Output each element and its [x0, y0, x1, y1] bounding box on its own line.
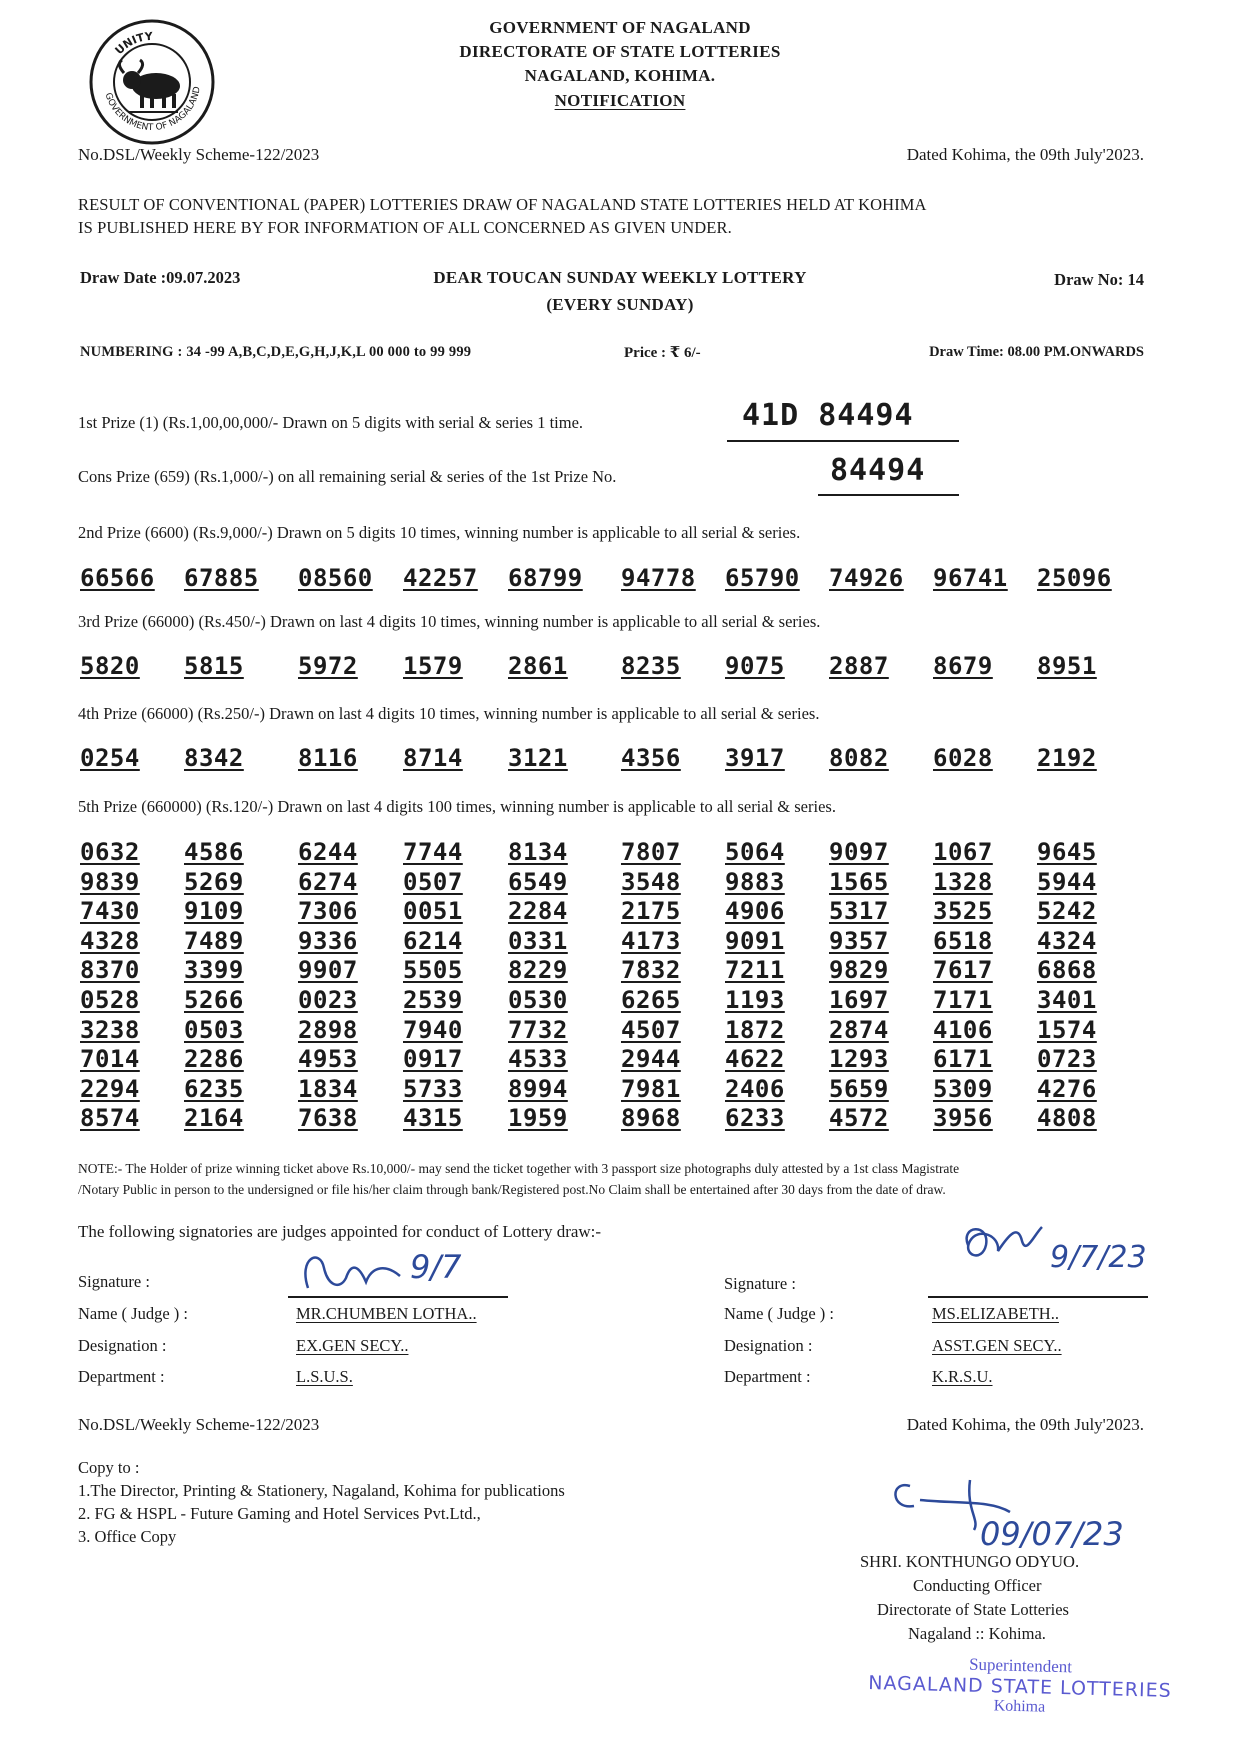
stamp-line-1: Superintendent: [968, 1654, 1073, 1677]
fifth-prize-number: 4324: [1037, 926, 1097, 955]
fifth-prize-number: 4906: [725, 897, 785, 926]
fourth-prize-number: 6028: [933, 744, 993, 772]
fifth-prize-number: 2898: [298, 1015, 358, 1044]
footer-reference-number: No.DSL/Weekly Scheme-122/2023: [78, 1415, 320, 1434]
judge1-department: L.S.U.S.: [296, 1367, 353, 1386]
cons-prize-text: Cons Prize (659) (Rs.1,000/-) on all remaining serial & series of the 1st Prize No.: [78, 467, 617, 486]
fifth-prize-number: 6233: [725, 1104, 785, 1133]
fifth-prize-number: 4953: [298, 1045, 358, 1074]
numbering: NUMBERING : 34 -99 A,B,C,D,E,G,H,J,K,L 00 000 to 99 999: [80, 344, 472, 360]
fifth-prize-number: 3238: [80, 1015, 140, 1044]
fifth-prize-number: 6265: [621, 986, 681, 1014]
first-prize-number: 41D 84494: [742, 398, 914, 433]
fifth-prize-number: 7617: [933, 956, 993, 985]
fifth-prize-number: 9907: [298, 956, 358, 985]
second-prize-number: 08560: [298, 564, 373, 592]
judge1-name-label: Name ( Judge ) :: [78, 1304, 188, 1323]
cons-prize-rule: [818, 494, 959, 496]
fifth-prize-number: 7171: [933, 986, 993, 1014]
judge1-designation: EX.GEN SECY..: [296, 1336, 409, 1355]
judge2-signature-line: [928, 1296, 1148, 1298]
fifth-prize-number: 1959: [508, 1104, 568, 1133]
fifth-prize-number: 4328: [80, 926, 140, 955]
officer-place: Nagaland :: Kohima.: [908, 1624, 1046, 1643]
third-prize-number: 5972: [298, 652, 358, 680]
judge1-signature-label: Signature :: [78, 1272, 150, 1291]
fifth-prize-number: 7981: [621, 1074, 681, 1103]
fifth-prize-number: 5505: [403, 956, 463, 985]
fifth-prize-number: 3548: [621, 867, 681, 896]
fifth-prize-number: 0051: [403, 897, 463, 926]
fifth-prize-number: 2175: [621, 897, 681, 926]
fifth-prize-number: 3956: [933, 1104, 993, 1133]
fifth-prize-number: 7306: [298, 897, 358, 926]
fifth-prize-number: 5269: [184, 867, 244, 896]
cons-prize-number: 84494: [830, 453, 926, 488]
fifth-prize-number: 4622: [725, 1045, 785, 1074]
fifth-prize-number: 6171: [933, 1045, 993, 1074]
fourth-prize-number: 8116: [298, 744, 358, 772]
fifth-prize-number: 4276: [1037, 1074, 1097, 1103]
fifth-prize-number: 0331: [508, 926, 568, 955]
fifth-prize-number: 7807: [621, 838, 681, 866]
fifth-prize-number: 9839: [80, 867, 140, 896]
fourth-prize-number: 4356: [621, 744, 681, 772]
stamp-line-3: Kohima: [993, 1697, 1046, 1716]
fifth-prize-number: 9883: [725, 867, 785, 896]
second-prize-text: 2nd Prize (6600) (Rs.9,000/-) Drawn on 5 digits 10 times, winning number is applicable to all serial & series.: [78, 523, 801, 542]
fourth-prize-number: 2192: [1037, 744, 1097, 772]
footer-dated-text: Dated Kohima, the 09th July'2023.: [906, 1415, 1144, 1434]
lottery-frequency: (EVERY SUNDAY): [546, 295, 694, 314]
fifth-prize-number: 0723: [1037, 1045, 1097, 1074]
third-prize-number: 9075: [725, 652, 785, 680]
second-prize-number: 42257: [403, 564, 478, 592]
third-prize-number: 2861: [508, 652, 568, 680]
seal-bottom-text: GOVERNMENT OF NAGALAND: [102, 85, 203, 134]
fourth-prize-text: 4th Prize (66000) (Rs.250/-) Drawn on last 4 digits 10 times, winning number is applicable to all serial & series.: [78, 704, 820, 723]
fifth-prize-number: 2539: [403, 986, 463, 1014]
copy-to-title: Copy to :: [78, 1458, 140, 1477]
fifth-prize-number: 6549: [508, 867, 568, 896]
fifth-prize-number: 7638: [298, 1104, 358, 1133]
officer-signature-date: 09/07/23: [980, 1515, 1124, 1553]
officer-department: Directorate of State Lotteries: [877, 1600, 1069, 1619]
fifth-prize-number: 1834: [298, 1074, 358, 1103]
second-prize-number: 74926: [829, 564, 904, 592]
fifth-prize-number: 2294: [80, 1074, 140, 1103]
fifth-prize-number: 3525: [933, 897, 993, 926]
third-prize-text: 3rd Prize (66000) (Rs.450/-) Drawn on last 4 digits 10 times, winning number is applicable to all serial & series.: [78, 612, 821, 631]
fifth-prize-number: 8968: [621, 1104, 681, 1133]
second-prize-number: 96741: [933, 564, 1008, 592]
judge2-signature-date: 9/7/23: [1050, 1240, 1147, 1275]
header-notification: NOTIFICATION: [554, 91, 686, 110]
ticket-price: Price : ₹ 6/-: [624, 345, 701, 361]
third-prize-number: 5820: [80, 652, 140, 680]
third-prize-number: 8679: [933, 652, 993, 680]
fifth-prize-number: 7430: [80, 897, 140, 926]
seal-top-text: UNITY: [112, 29, 154, 58]
judge1-signature-date: 9/7: [410, 1248, 462, 1286]
fourth-prize-number: 3917: [725, 744, 785, 772]
judge1-signature-line: [288, 1296, 508, 1298]
note-line-1: NOTE:- The Holder of prize winning ticket above Rs.10,000/- may send the ticket together with 3 passport size photographs duly attested by a 1st class Magistrate: [78, 1161, 960, 1176]
fifth-prize-number: 8134: [508, 838, 568, 866]
fifth-prize-number: 1328: [933, 867, 993, 896]
fifth-prize-number: 2406: [725, 1074, 785, 1103]
fifth-prize-number: 5064: [725, 838, 785, 866]
superintendent-stamp: [859, 1652, 1180, 1720]
fifth-prize-number: 6274: [298, 867, 358, 896]
judge2-department: K.R.S.U.: [932, 1367, 993, 1386]
fifth-prize-number: 7744: [403, 838, 463, 866]
third-prize-number: 8235: [621, 652, 681, 680]
judge1-designation-label: Designation :: [78, 1336, 167, 1355]
fifth-prize-number: 8370: [80, 956, 140, 985]
judges-intro: The following signatories are judges appointed for conduct of Lottery draw:-: [78, 1222, 602, 1241]
fifth-prize-number: 7211: [725, 956, 785, 985]
fifth-prize-number: 7732: [508, 1015, 568, 1044]
fifth-prize-number: 7940: [403, 1015, 463, 1044]
header-directorate: DIRECTORATE OF STATE LOTTERIES: [459, 42, 781, 61]
fourth-prize-number: 8082: [829, 744, 889, 772]
fifth-prize-number: 5266: [184, 986, 244, 1014]
fifth-prize-number: 9357: [829, 926, 889, 955]
fifth-prize-number: 0528: [80, 986, 140, 1014]
fifth-prize-number: 1574: [1037, 1015, 1097, 1044]
copy-to-item-1: 1.The Director, Printing & Stationery, Nagaland, Kohima for publications: [78, 1481, 565, 1500]
fifth-prize-number: 4106: [933, 1015, 993, 1044]
copy-to-item-3: 3. Office Copy: [78, 1527, 177, 1546]
fifth-prize-number: 2874: [829, 1015, 889, 1044]
fifth-prize-number: 1193: [725, 986, 785, 1014]
judge1-signature: [290, 1238, 530, 1298]
fifth-prize-number: 8574: [80, 1104, 140, 1133]
fourth-prize-number: 0254: [80, 744, 140, 772]
officer-name: SHRI. KONTHUNGO ODYUO.: [860, 1552, 1080, 1571]
fifth-prize-number: 9829: [829, 956, 889, 985]
fifth-prize-number: 3401: [1037, 986, 1097, 1014]
fifth-prize-number: 4533: [508, 1045, 568, 1074]
fifth-prize-number: 9336: [298, 926, 358, 955]
draw-number: Draw No: 14: [1054, 270, 1144, 289]
second-prize-number: 66566: [80, 564, 155, 592]
fifth-prize-number: 6868: [1037, 956, 1097, 985]
fifth-prize-number: 5659: [829, 1074, 889, 1103]
fifth-prize-number: 4572: [829, 1104, 889, 1133]
third-prize-number: 5815: [184, 652, 244, 680]
second-prize-number: 65790: [725, 564, 800, 592]
second-prize-number: 25096: [1037, 564, 1112, 592]
fifth-prize-number: 5733: [403, 1074, 463, 1103]
fifth-prize-number: 6244: [298, 838, 358, 866]
fifth-prize-number: 0507: [403, 867, 463, 896]
fifth-prize-number: 9645: [1037, 838, 1097, 866]
fifth-prize-number: 6214: [403, 926, 463, 955]
fifth-prize-number: 7832: [621, 956, 681, 985]
fifth-prize-number: 8994: [508, 1074, 568, 1103]
fifth-prize-number: 9109: [184, 897, 244, 926]
reference-number: No.DSL/Weekly Scheme-122/2023: [78, 145, 320, 164]
fifth-prize-number: 0917: [403, 1045, 463, 1074]
fifth-prize-number: 5944: [1037, 867, 1097, 896]
fifth-prize-number: 2284: [508, 897, 568, 926]
second-prize-number: 68799: [508, 564, 583, 592]
officer-title: Conducting Officer: [913, 1576, 1042, 1595]
fifth-prize-number: 4315: [403, 1104, 463, 1133]
judge2-designation-label: Designation :: [724, 1336, 813, 1355]
fifth-prize-number: 8229: [508, 956, 568, 985]
fifth-prize-number: 1293: [829, 1045, 889, 1074]
fourth-prize-number: 3121: [508, 744, 568, 772]
header-place: NAGALAND, KOHIMA.: [524, 66, 716, 85]
fifth-prize-number: 0632: [80, 838, 140, 866]
judge2-signature: [950, 1205, 1170, 1285]
intro-line-1: RESULT OF CONVENTIONAL (PAPER) LOTTERIES DRAW OF NAGALAND STATE LOTTERIES HELD AT KOHIMA: [78, 195, 927, 214]
fourth-prize-number: 8714: [403, 744, 463, 772]
fifth-prize-number: 5242: [1037, 897, 1097, 926]
fifth-prize-number: 0503: [184, 1015, 244, 1044]
fifth-prize-number: 9091: [725, 926, 785, 955]
judge1-name: MR.CHUMBEN LOTHA..: [296, 1304, 477, 1323]
header-government: GOVERNMENT OF NAGALAND: [489, 18, 751, 37]
fifth-prize-number: 0023: [298, 986, 358, 1014]
fifth-prize-number: 2164: [184, 1104, 244, 1133]
judge2-department-label: Department :: [724, 1367, 811, 1386]
first-prize-rule: [727, 440, 959, 442]
fifth-prize-number: 1697: [829, 986, 889, 1014]
judge2-name-label: Name ( Judge ) :: [724, 1304, 834, 1323]
fifth-prize-number: 4808: [1037, 1104, 1097, 1133]
fifth-prize-number: 5309: [933, 1074, 993, 1103]
dated-text: Dated Kohima, the 09th July'2023.: [906, 145, 1144, 164]
judge2-name: MS.ELIZABETH..: [932, 1304, 1059, 1323]
fifth-prize-number: 5317: [829, 897, 889, 926]
first-prize-text: 1st Prize (1) (Rs.1,00,00,000/- Drawn on 5 digits with serial & series 1 time.: [78, 413, 584, 432]
fifth-prize-number: 7014: [80, 1045, 140, 1074]
third-prize-number: 2887: [829, 652, 889, 680]
second-prize-number: 94778: [621, 564, 696, 592]
fifth-prize-number: 3399: [184, 956, 244, 985]
draw-time: Draw Time: 08.00 PM.ONWARDS: [929, 344, 1144, 360]
fifth-prize-number: 1565: [829, 867, 889, 896]
fifth-prize-number: 4507: [621, 1015, 681, 1044]
fifth-prize-number: 4586: [184, 838, 244, 866]
fifth-prize-number: 4173: [621, 926, 681, 955]
fifth-prize-number: 2286: [184, 1045, 244, 1074]
intro-line-2: IS PUBLISHED HERE BY FOR INFORMATION OF ALL CONCERNED AS GIVEN UNDER.: [78, 218, 732, 237]
fifth-prize-number: 1872: [725, 1015, 785, 1044]
second-prize-number: 67885: [184, 564, 259, 592]
third-prize-number: 1579: [403, 652, 463, 680]
fifth-prize-number: 2944: [621, 1045, 681, 1074]
fifth-prize-number: 1067: [933, 838, 993, 866]
fourth-prize-number: 8342: [184, 744, 244, 772]
copy-to-item-2: 2. FG & HSPL - Future Gaming and Hotel Services Pvt.Ltd.,: [78, 1504, 481, 1523]
draw-date: Draw Date :09.07.2023: [80, 268, 241, 287]
fifth-prize-number: 6235: [184, 1074, 244, 1103]
lottery-name: DEAR TOUCAN SUNDAY WEEKLY LOTTERY: [433, 268, 807, 287]
fifth-prize-number: 6518: [933, 926, 993, 955]
fifth-prize-number: 0530: [508, 986, 568, 1014]
third-prize-number: 8951: [1037, 652, 1097, 680]
fifth-prize-number: 7489: [184, 926, 244, 955]
fifth-prize-text: 5th Prize (660000) (Rs.120/-) Drawn on last 4 digits 100 times, winning number is applicable to all serial & series.: [78, 797, 836, 816]
judge2-designation: ASST.GEN SECY..: [932, 1336, 1062, 1355]
note-line-2: /Notary Public in person to the undersigned or file his/her claim through bank/Registered post.No Claim shall be entertained after 30 days from the date of draw.: [78, 1182, 946, 1197]
judge1-department-label: Department :: [78, 1367, 165, 1386]
stamp-line-2: NAGALAND STATE LOTTERIES: [867, 1672, 1172, 1702]
judge2-signature-label: Signature :: [724, 1274, 796, 1293]
fifth-prize-number: 9097: [829, 838, 889, 866]
